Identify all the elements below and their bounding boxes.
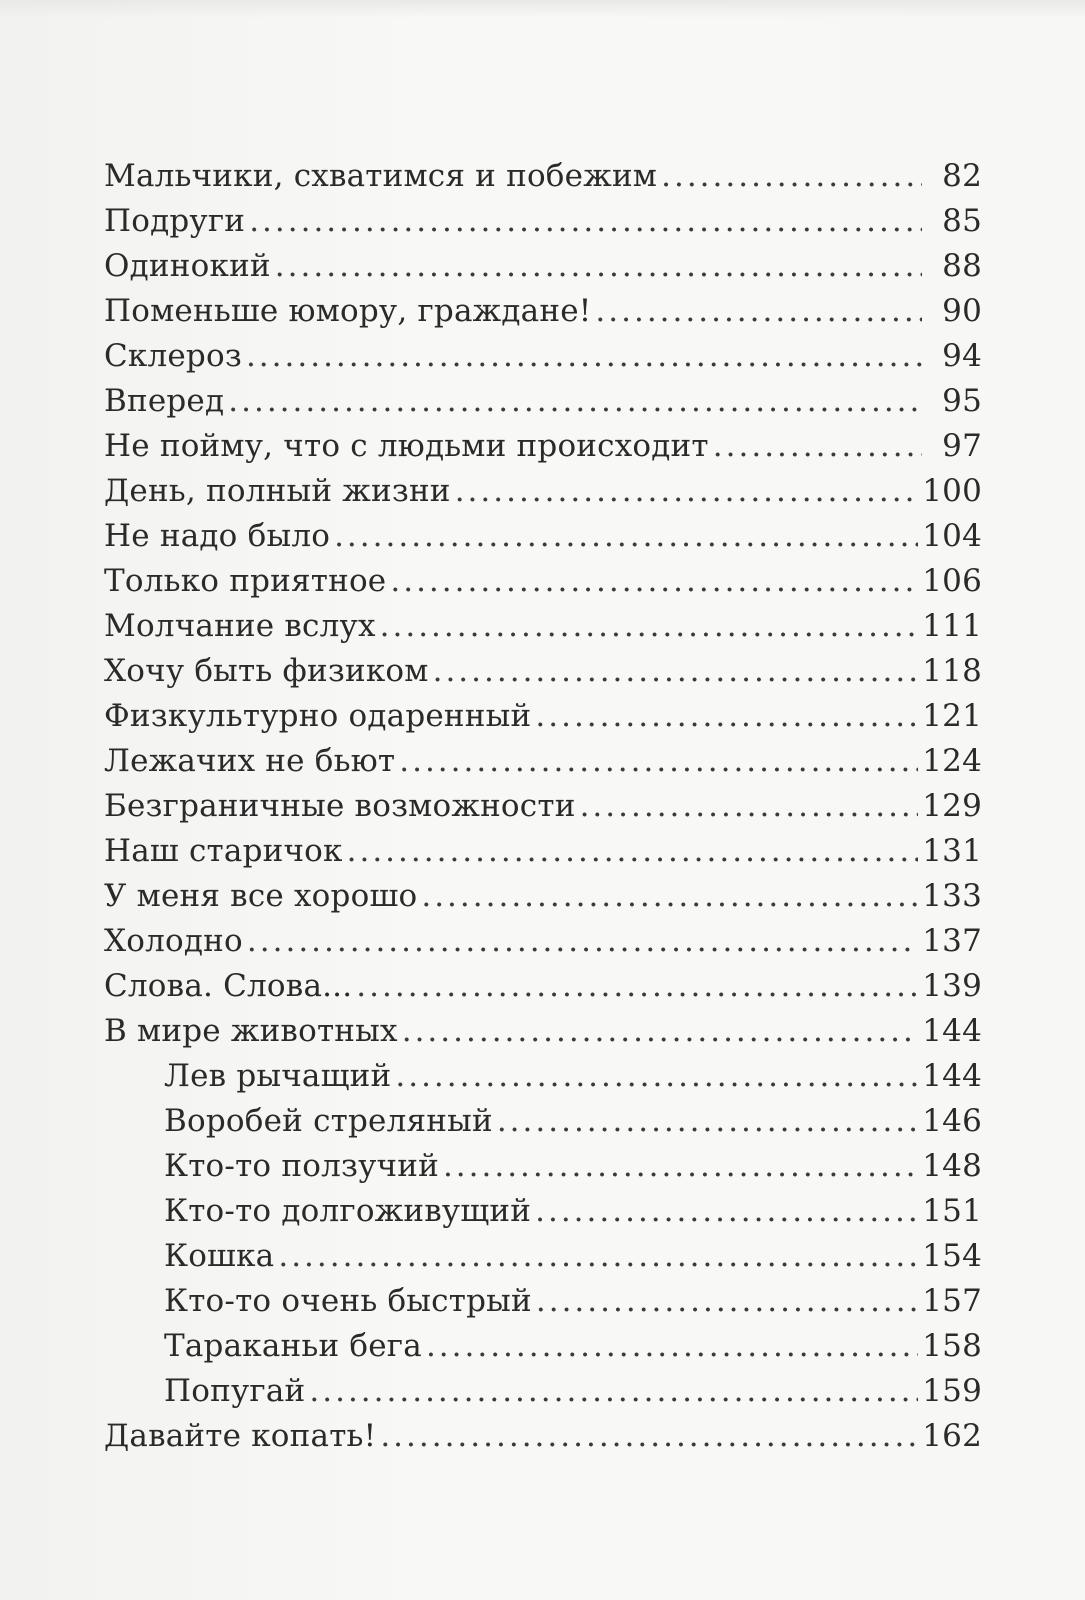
toc-entry-page-number: 118 [922,653,982,689]
toc-entry-page-number: 151 [922,1193,982,1229]
toc-entry-title: Кто-то очень быстрый [164,1283,532,1319]
toc-entry [104,784,982,829]
toc-subentry [104,1144,982,1189]
toc-entry [104,199,982,244]
toc-entry-title: Поменьше юмору, граждане! [104,293,592,329]
toc-entry [104,649,982,694]
toc-dot-leader [433,649,919,694]
toc-entry-page-number: 90 [942,293,982,329]
toc-entry-title: Вперед [104,383,225,419]
toc-entry-title: Не надо было [104,518,331,554]
toc-dot-leader [536,1279,918,1324]
toc-dot-leader [334,514,918,559]
toc-entry-title: Физкультурно одаренный [104,698,532,734]
toc-entry-title: Молчание вслух [104,608,376,644]
toc-entry-title: Лежачих не бьют [104,743,396,779]
toc-entry-title: Одинокий [104,248,271,284]
toc-entry-page-number: 100 [922,473,982,509]
toc-dot-leader [497,1099,918,1144]
toc-dot-leader [595,289,922,334]
toc-entry-title: Давайте копать! [104,1418,377,1454]
toc-entry [104,1414,982,1459]
toc-subentry [104,1054,982,1099]
toc-entry-page-number: 144 [922,1013,982,1049]
toc-dot-leader [455,469,919,514]
toc-entry-title: У меня все хорошо [104,878,418,914]
toc-dot-leader [399,739,918,784]
toc-entry [104,874,982,919]
toc-entry-page-number: 82 [942,158,982,194]
toc-dot-leader [380,604,919,649]
page-edge-shadow [0,0,1085,18]
toc-dot-leader [275,244,922,289]
toc-entry-title: Кто-то ползучий [164,1148,439,1184]
toc-dot-leader [443,1144,918,1189]
toc-dot-leader [247,919,918,964]
toc-dot-leader [661,154,922,199]
toc-entry [104,289,982,334]
toc-subentry [104,1189,982,1234]
toc-entry-title: Кошка [164,1238,275,1274]
toc-entry-title: Наш старичок [104,833,343,869]
toc-entry [104,379,982,424]
toc-entry-title: Слова. Слова... [104,968,353,1004]
toc-dot-leader [249,199,922,244]
toc-entry-page-number: 144 [922,1058,982,1094]
toc-entry-page-number: 158 [922,1328,982,1364]
toc-dot-leader [395,1054,918,1099]
toc-entry-title: Склероз [104,338,242,374]
toc-entry [104,154,982,199]
toc-dot-leader [390,559,918,604]
toc-entry-title: В мире животных [104,1013,398,1049]
toc-entry-title: Не пойму, что с людьми происходит [104,428,709,464]
toc-entry [104,739,982,784]
toc-entry-page-number: 85 [942,203,982,239]
toc-entry [104,694,982,739]
toc-dot-leader [380,1414,918,1459]
toc-entry-title: Холодно [104,923,243,959]
toc-entry-page-number: 131 [922,833,982,869]
toc-entry [104,1009,982,1054]
toc-subentry [104,1324,982,1369]
toc-entry [104,919,982,964]
toc-subentry [104,1099,982,1144]
toc-dot-leader [421,874,918,919]
toc-entry-title: Попугай [164,1373,306,1409]
toc-subentry [104,1234,982,1279]
toc-entry [104,829,982,874]
toc-entry-title: Воробей стреляный [164,1103,493,1139]
toc-dot-leader [535,1189,918,1234]
toc-entry-page-number: 148 [922,1148,982,1184]
toc-entry-title: Тараканьи бега [164,1328,422,1364]
toc-entry-page-number: 121 [922,698,982,734]
toc-entry-page-number: 88 [942,248,982,284]
toc-dot-leader [246,334,922,379]
toc-entry-page-number: 133 [922,878,982,914]
toc-entry [104,244,982,289]
toc-entry-page-number: 94 [942,338,982,374]
toc-entry-page-number: 162 [922,1418,982,1454]
toc-entry-page-number: 139 [922,968,982,1004]
toc-entry-title: Лев рычащий [164,1058,392,1094]
toc-entry-title: Подруги [104,203,246,239]
toc-entry [104,514,982,559]
toc-entry-page-number: 137 [922,923,982,959]
toc-entry-page-number: 97 [942,428,982,464]
toc-entry [104,964,982,1009]
toc-dot-leader [535,694,918,739]
toc-entry-page-number: 157 [922,1283,982,1319]
toc-entry [104,604,982,649]
toc-dot-leader [402,1009,919,1054]
toc-dot-leader [278,1234,918,1279]
toc-entry-title: Только приятное [104,563,387,599]
toc-entry [104,559,982,604]
toc-entry-page-number: 159 [922,1373,982,1409]
toc-dot-leader [347,829,919,874]
toc-entry-page-number: 106 [922,563,982,599]
toc-subentry [104,1279,982,1324]
toc-entry-page-number: 104 [922,518,982,554]
toc-entry-page-number: 154 [922,1238,982,1274]
toc-entry-page-number: 129 [922,788,982,824]
toc-entry-title: Хочу быть физиком [104,653,429,689]
toc-dot-leader [426,1324,918,1369]
toc-dot-leader [356,964,918,1009]
toc-entry-title: Кто-то долгоживущий [164,1193,532,1229]
table-of-contents [104,154,982,1459]
toc-entry-title: День, полный жизни [104,473,451,509]
toc-entry-page-number: 95 [942,383,982,419]
toc-dot-leader [228,379,922,424]
toc-entry-title: Мальчики, схватимся и побежим [104,158,658,194]
toc-entry-page-number: 124 [922,743,982,779]
toc-subentry [104,1369,982,1414]
toc-entry [104,469,982,514]
toc-dot-leader [309,1369,918,1414]
toc-entry-page-number: 111 [922,608,982,644]
toc-dot-leader [580,784,919,829]
toc-entry [104,424,982,469]
toc-entry-page-number: 146 [922,1103,982,1139]
toc-dot-leader [713,424,922,469]
toc-entry [104,334,982,379]
toc-entry-title: Безграничные возможности [104,788,576,824]
